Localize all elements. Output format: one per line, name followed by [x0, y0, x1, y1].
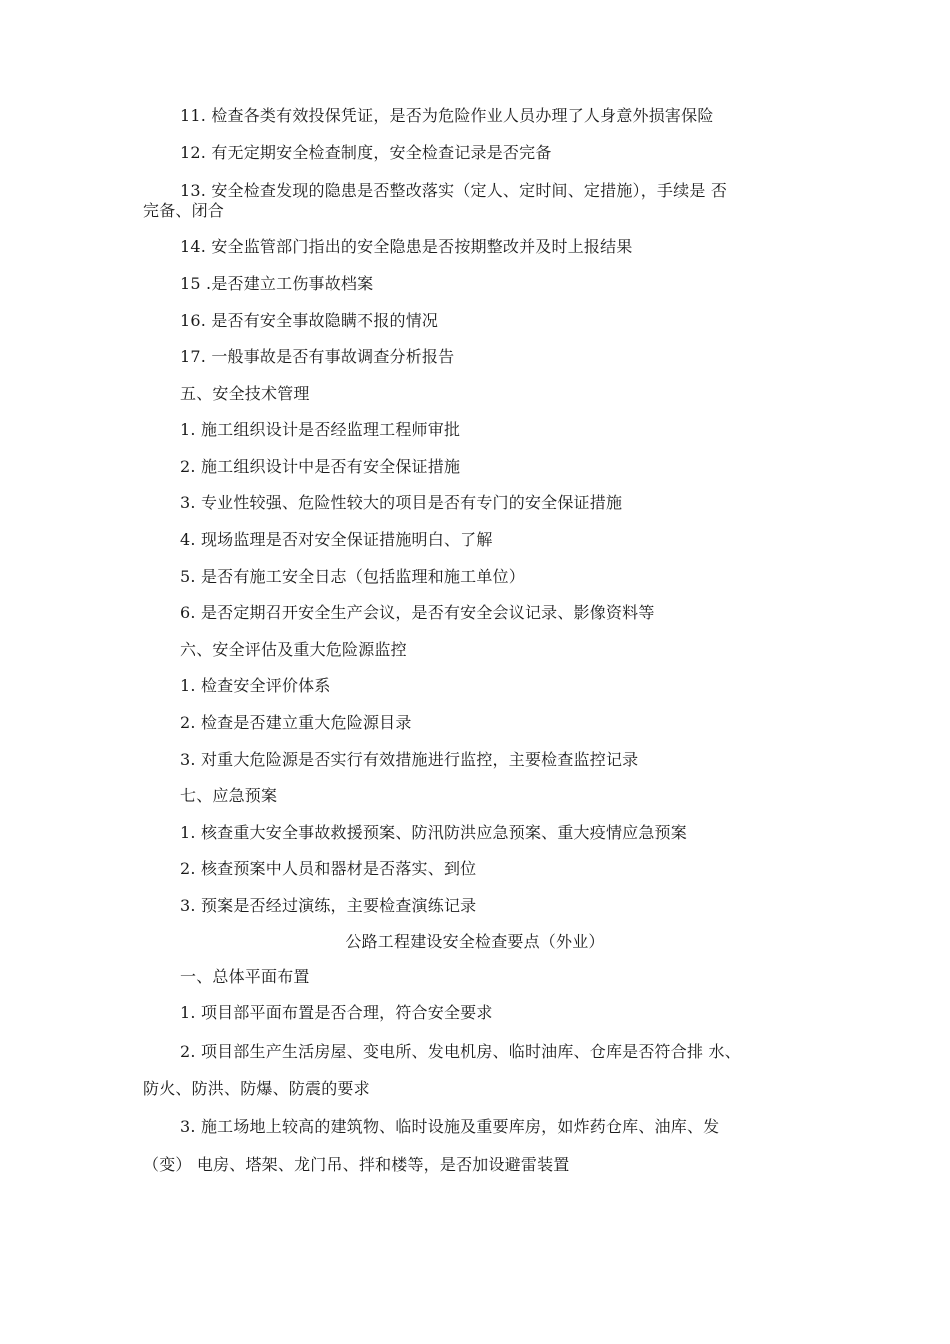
section-6-item-2: 2. 检查是否建立重大危险源目录: [180, 713, 412, 732]
section-7-item-2: 2. 核查预案中人员和器材是否落实、到位: [180, 859, 477, 878]
section-5-item-4: 4. 现场监理是否对安全保证措施明白、了解: [180, 530, 493, 549]
section-1-item-1: 1. 项目部平面布置是否合理，符合安全要求: [180, 1003, 493, 1022]
item-14: 14. 安全监管部门指出的安全隐患是否按期整改并及时上报结果: [180, 237, 633, 256]
item-13-line-1: 13. 安全检查发现的隐患是否整改落实（定人、定时间、定措施），手续是 否: [180, 181, 728, 200]
section-1-item-2-line-2: 防火、防洪、防爆、防震的要求: [143, 1079, 370, 1098]
item-15: 15 .是否建立工伤事故档案: [180, 274, 374, 293]
section-7-item-3: 3. 预案是否经过演练，主要检查演练记录: [180, 896, 477, 915]
section-1-item-2-line-1: 2. 项目部生产生活房屋、变电所、发电机房、临时油库、仓库是否符合排 水、: [180, 1042, 741, 1061]
item-13-line-2: 完备、闭合: [143, 201, 225, 220]
section-5-item-5: 5. 是否有施工安全日志（包括监理和施工单位）: [180, 567, 525, 586]
section-heading-5: 五、安全技术管理: [180, 384, 310, 403]
section-1-item-3-line-1: 3. 施工场地上较高的建筑物、临时设施及重要库房，如炸药仓库、油库、发: [180, 1117, 720, 1136]
section-heading-6: 六、安全评估及重大危险源监控: [180, 640, 407, 659]
section-6-item-3: 3. 对重大危险源是否实行有效措施进行监控，主要检查监控记录: [180, 750, 639, 769]
item-16: 16. 是否有安全事故隐瞒不报的情况: [180, 311, 439, 330]
section-5-item-6: 6. 是否定期召开安全生产会议，是否有安全会议记录、影像资料等: [180, 603, 655, 622]
section-heading-7: 七、应急预案: [180, 786, 278, 805]
section-6-item-1: 1. 检查安全评价体系: [180, 676, 331, 695]
section-5-item-2: 2. 施工组织设计中是否有安全保证措施: [180, 457, 461, 476]
section-5-item-3: 3. 专业性较强、危险性较大的项目是否有专门的安全保证措施: [180, 493, 623, 512]
section-1-item-3-line-2: （变） 电房、塔架、龙门吊、拌和楼等，是否加设避雷装置: [143, 1155, 570, 1174]
document-subtitle: 公路工程建设安全检查要点（外业）: [345, 932, 605, 951]
section-5-item-1: 1. 施工组织设计是否经监理工程师审批: [180, 420, 461, 439]
item-17: 17. 一般事故是否有事故调查分析报告: [180, 347, 455, 366]
section-7-item-1: 1. 核查重大安全事故救援预案、防汛防洪应急预案、重大疫情应急预案: [180, 823, 687, 842]
item-12: 12. 有无定期安全检查制度，安全检查记录是否完备: [180, 143, 552, 162]
item-11: 11. 检查各类有效投保凭证，是否为危险作业人员办理了人身意外损害保险: [180, 106, 714, 125]
section-heading-1: 一、总体平面布置: [180, 967, 310, 986]
